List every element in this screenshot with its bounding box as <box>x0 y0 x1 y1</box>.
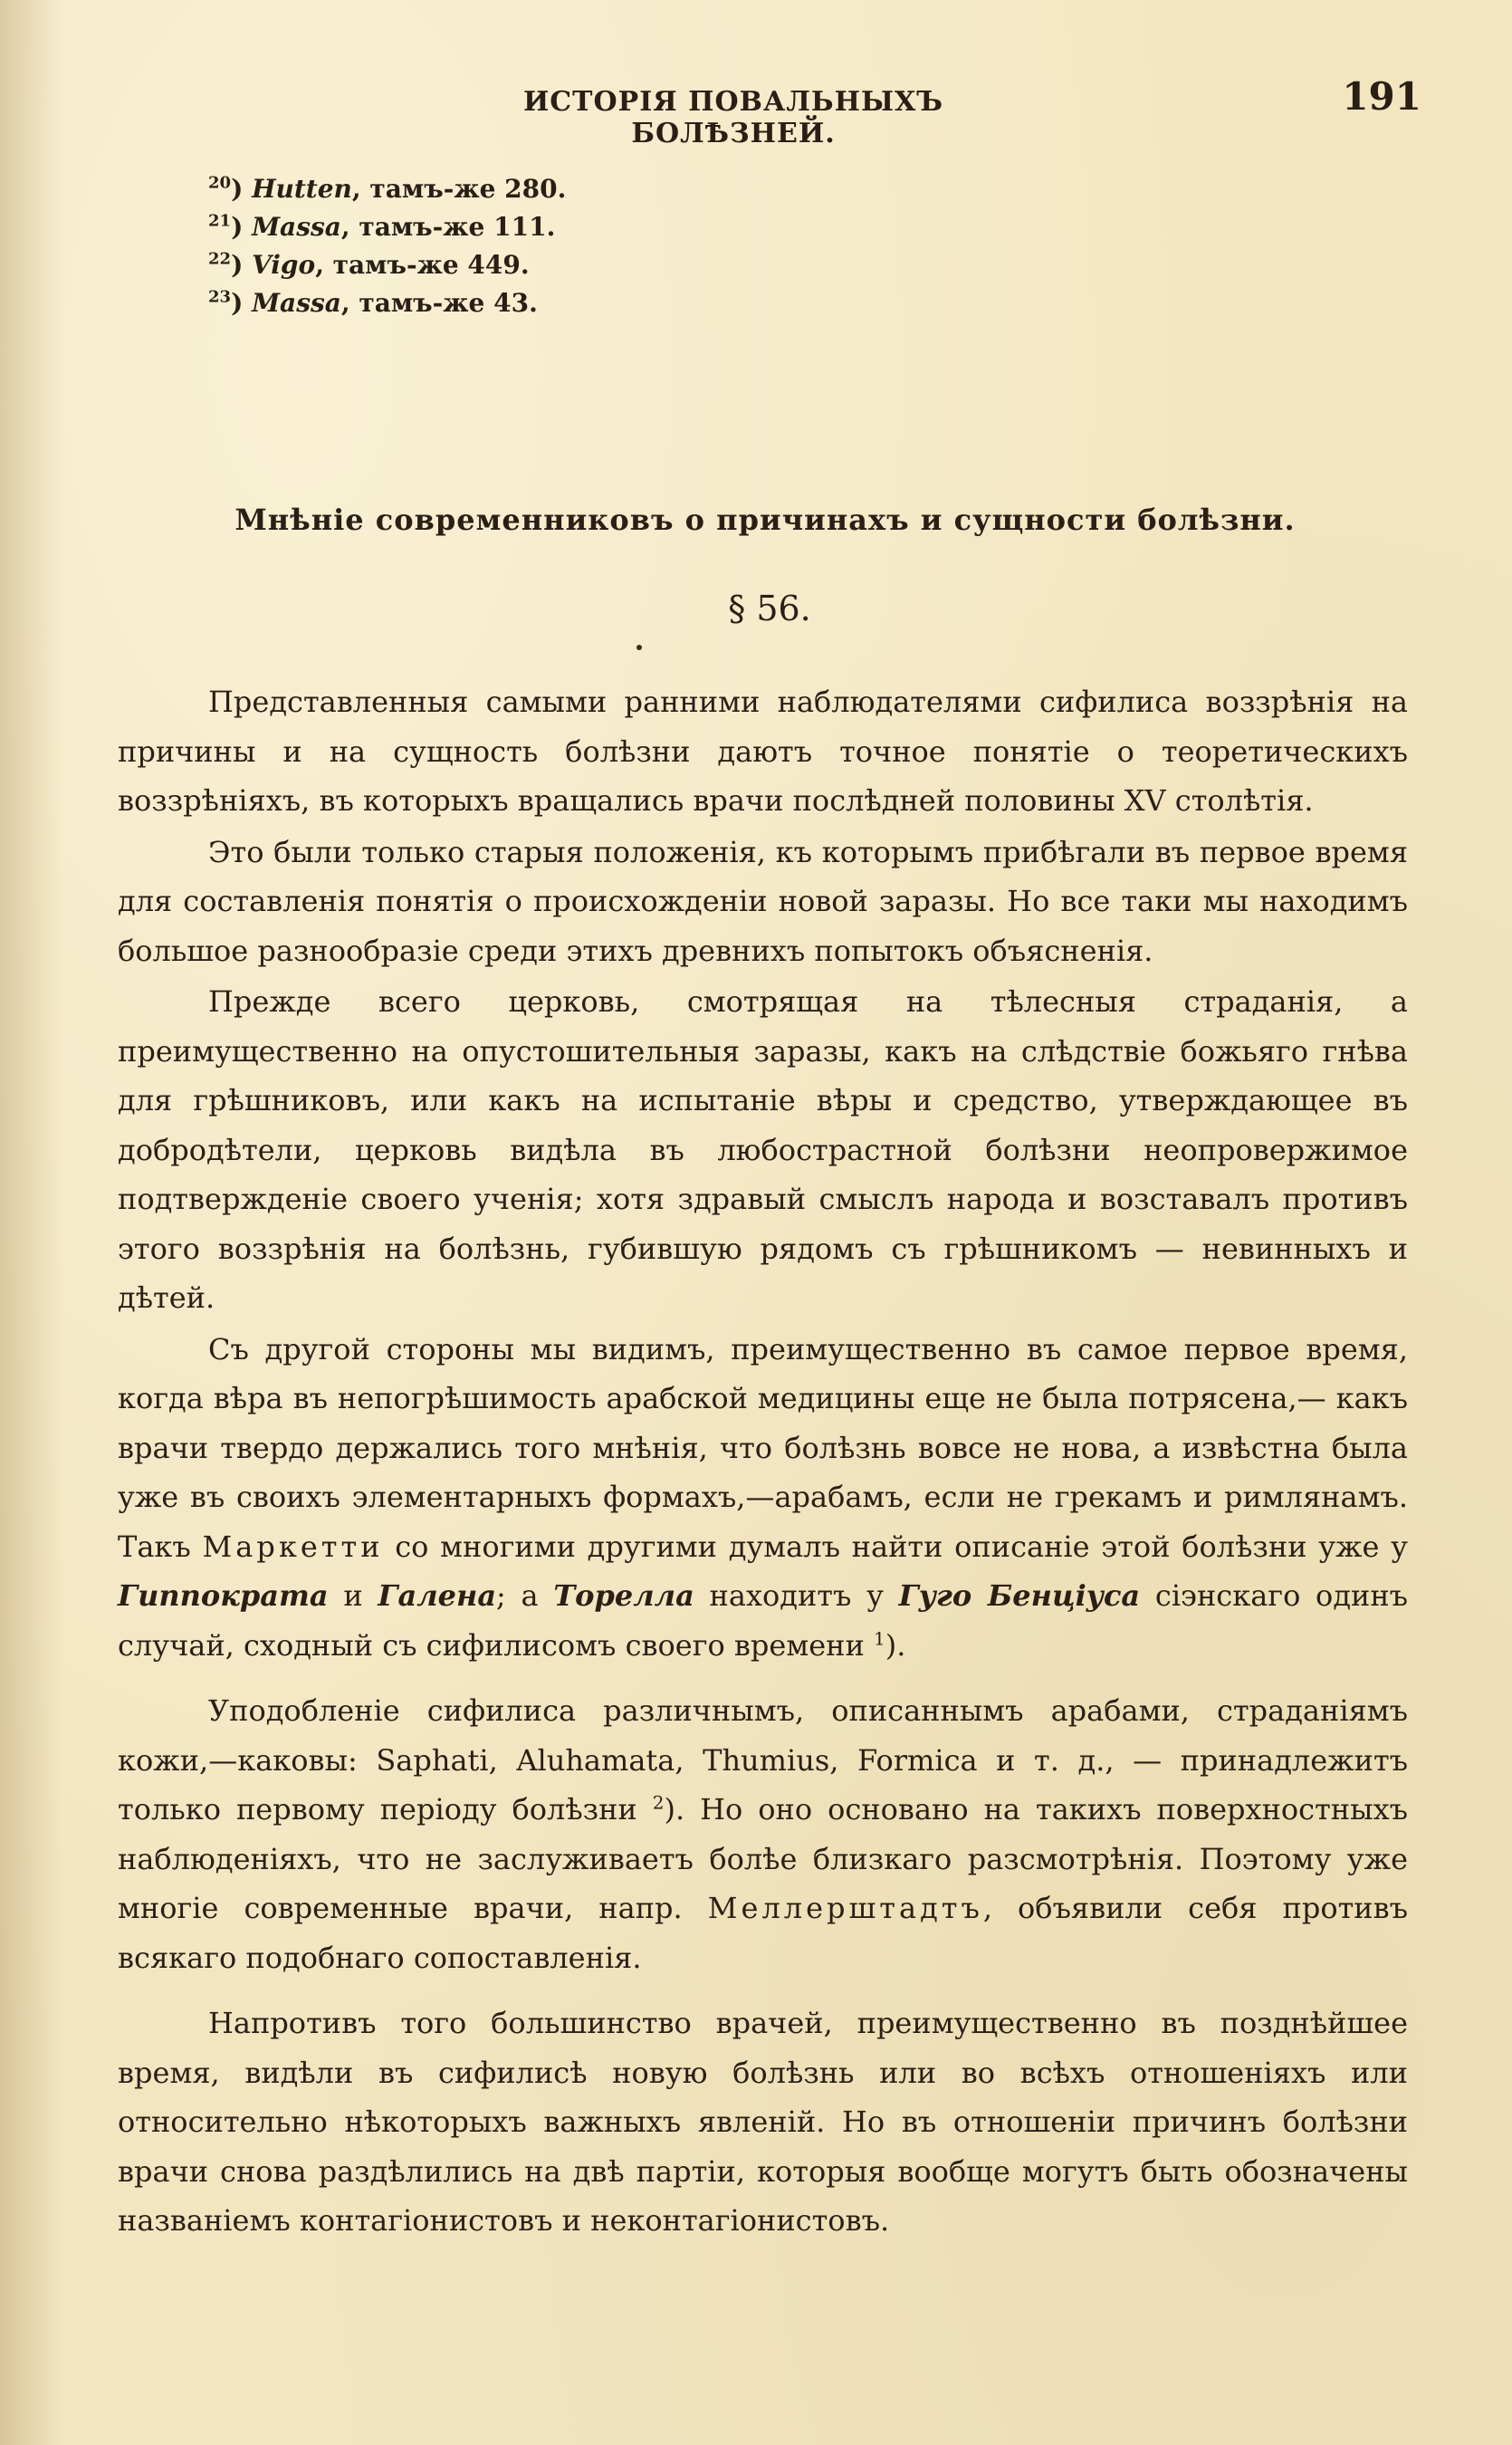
footnote-author: Massa <box>252 288 341 318</box>
divider-dot <box>636 645 642 650</box>
section-number: § 56. <box>728 589 811 628</box>
text-run: , объявили себя противъ всякаго подобнаго сопоставленія. <box>118 1891 1409 1975</box>
text-run: и <box>328 1578 378 1613</box>
footnote-marker: 23 <box>208 287 232 307</box>
paragraph-3: Прежде всего церковь, смотрящая на тѣлесныя страданія, а преимущественно на опустошительныя заразы, какъ на слѣдствіе божьяго гнѣва для грѣшниковъ, или какъ на испытаніе вѣры и средство, утверждающее въ добродѣтели, церковь видѣла въ любострастной болѣзни неопровержимое подтвержденіе своего ученія; хотя здравый смыслъ народа и возставалъ противъ этого воззрѣнія на болѣзнь, губившую рядомъ съ грѣшникомъ — невинныхъ и дѣтей. <box>118 984 1408 1315</box>
text-run: сіэнскаго одинъ случай, сходный съ сифилисомъ своего времени <box>118 1578 1409 1663</box>
footnote-reference: 1 <box>874 1626 885 1649</box>
footnote-21: $^{21}$) Massa, тамъ-же 111. <box>208 211 556 242</box>
body-text <box>118 677 1408 2248</box>
person-name: Торелла <box>553 1578 694 1613</box>
footnotes <box>208 170 842 322</box>
footnote-author: Hutten <box>252 174 352 204</box>
footnote-20: $^{20}$) Hutten, тамъ-же 280. <box>208 173 567 204</box>
text-run: со многими другими думалъ найти описаніе этой болѣзни уже у <box>383 1529 1409 1564</box>
person-name: Гуго Бенціуса <box>898 1578 1141 1613</box>
text-run: ). <box>885 1627 906 1663</box>
running-header: ИСТОРІЯ ПОВАЛЬНЫХЪ БОЛѢЗНЕЙ. <box>522 86 944 149</box>
person-name: Меллерштадтъ <box>707 1891 983 1925</box>
footnote-author: Vigo <box>252 250 316 280</box>
footnote-ref: , тамъ-же 43. <box>340 288 538 318</box>
footnote-ref: , тамъ-же 111. <box>340 212 556 242</box>
text-run: находитъ у <box>694 1578 899 1613</box>
text-run: ; а <box>496 1578 554 1613</box>
page-edge-shadow <box>0 0 63 2445</box>
footnote-reference: 2 <box>652 1791 665 1814</box>
section-heading: Мнѣніе современниковъ о причинахъ и сущности болѣзни. <box>234 503 1296 537</box>
paragraph-5 <box>118 1686 1408 1982</box>
footnote-ref: , тамъ-же 280. <box>351 174 567 204</box>
text-run: Съ другой стороны мы видимъ, преимущественно въ самое первое время, когда вѣра въ непогрѣшимость арабской медицины еще не была потрясена,— какъ врачи твердо держались того мнѣнія, что болѣзнь вовсе не нова, а извѣстна была уже въ своихъ элементарныхъ формахъ,—арабамъ, если не грекамъ и римлянамъ. Такъ <box>118 1331 1408 1564</box>
person-name: Галена <box>378 1578 497 1613</box>
text-run: ). Но оно основано на такихъ поверхностныхъ наблюденіяхъ, что не заслуживаетъ болѣе близкаго разсмотрѣнія. Поэтому уже многіе современные врачи, напр. <box>118 1792 1409 1925</box>
paragraph-1: Представленныя самыми ранними наблюдателями сифилиса воззрѣнія на причины и на сущность болѣзни даютъ точное понятіе о теоретическихъ воззрѣніяхъ, въ которыхъ вращались врачи послѣдней половины XV столѣтія. <box>118 685 1408 818</box>
footnote-marker: 21 <box>208 211 232 231</box>
paragraph-4 <box>118 1325 1408 1671</box>
footnote-ref: , тамъ-же 449. <box>315 250 530 280</box>
footnote-23: $^{23}$) Massa, тамъ-же 43. <box>208 287 538 318</box>
text-run: Уподобленіе сифилиса различнымъ, описаннымъ арабами, страданіямъ кожи,—каковы: Saphati, Aluhamata, Thumius, Formica и т. д., — принадлежитъ только первому періоду болѣзни <box>118 1693 1408 1827</box>
paragraph-2: Это были только старыя положенія, къ которымъ прибѣгали въ первое время для составленія понятія о происхожденіи новой заразы. Но все таки мы находимъ большое разнообразіе среди этихъ древнихъ попытокъ объясненія. <box>118 834 1408 968</box>
footnote-author: Massa <box>252 212 341 242</box>
page-number: 191 <box>1342 74 1421 119</box>
footnote-marker: 20 <box>208 173 232 193</box>
paragraph-6: Напротивъ того большинство врачей, преимущественно въ позднѣйшее время, видѣли въ сифилисѣ новую болѣзнь или во всѣхъ отношеніяхъ или относительно нѣкоторыхъ важныхъ явленій. Но въ отношеніи причинъ болѣзни врачи снова раздѣлились на двѣ партіи, которыя вообще могутъ быть обозначены названіемъ контагіонистовъ и неконтагіонистовъ. <box>118 2006 1408 2238</box>
person-name: Маркетти <box>202 1529 384 1564</box>
person-name: Гиппократа <box>118 1578 329 1613</box>
footnote-marker: 22 <box>208 249 232 269</box>
footnote-22: $^{22}$) Vigo, тамъ-же 449. <box>208 249 530 280</box>
